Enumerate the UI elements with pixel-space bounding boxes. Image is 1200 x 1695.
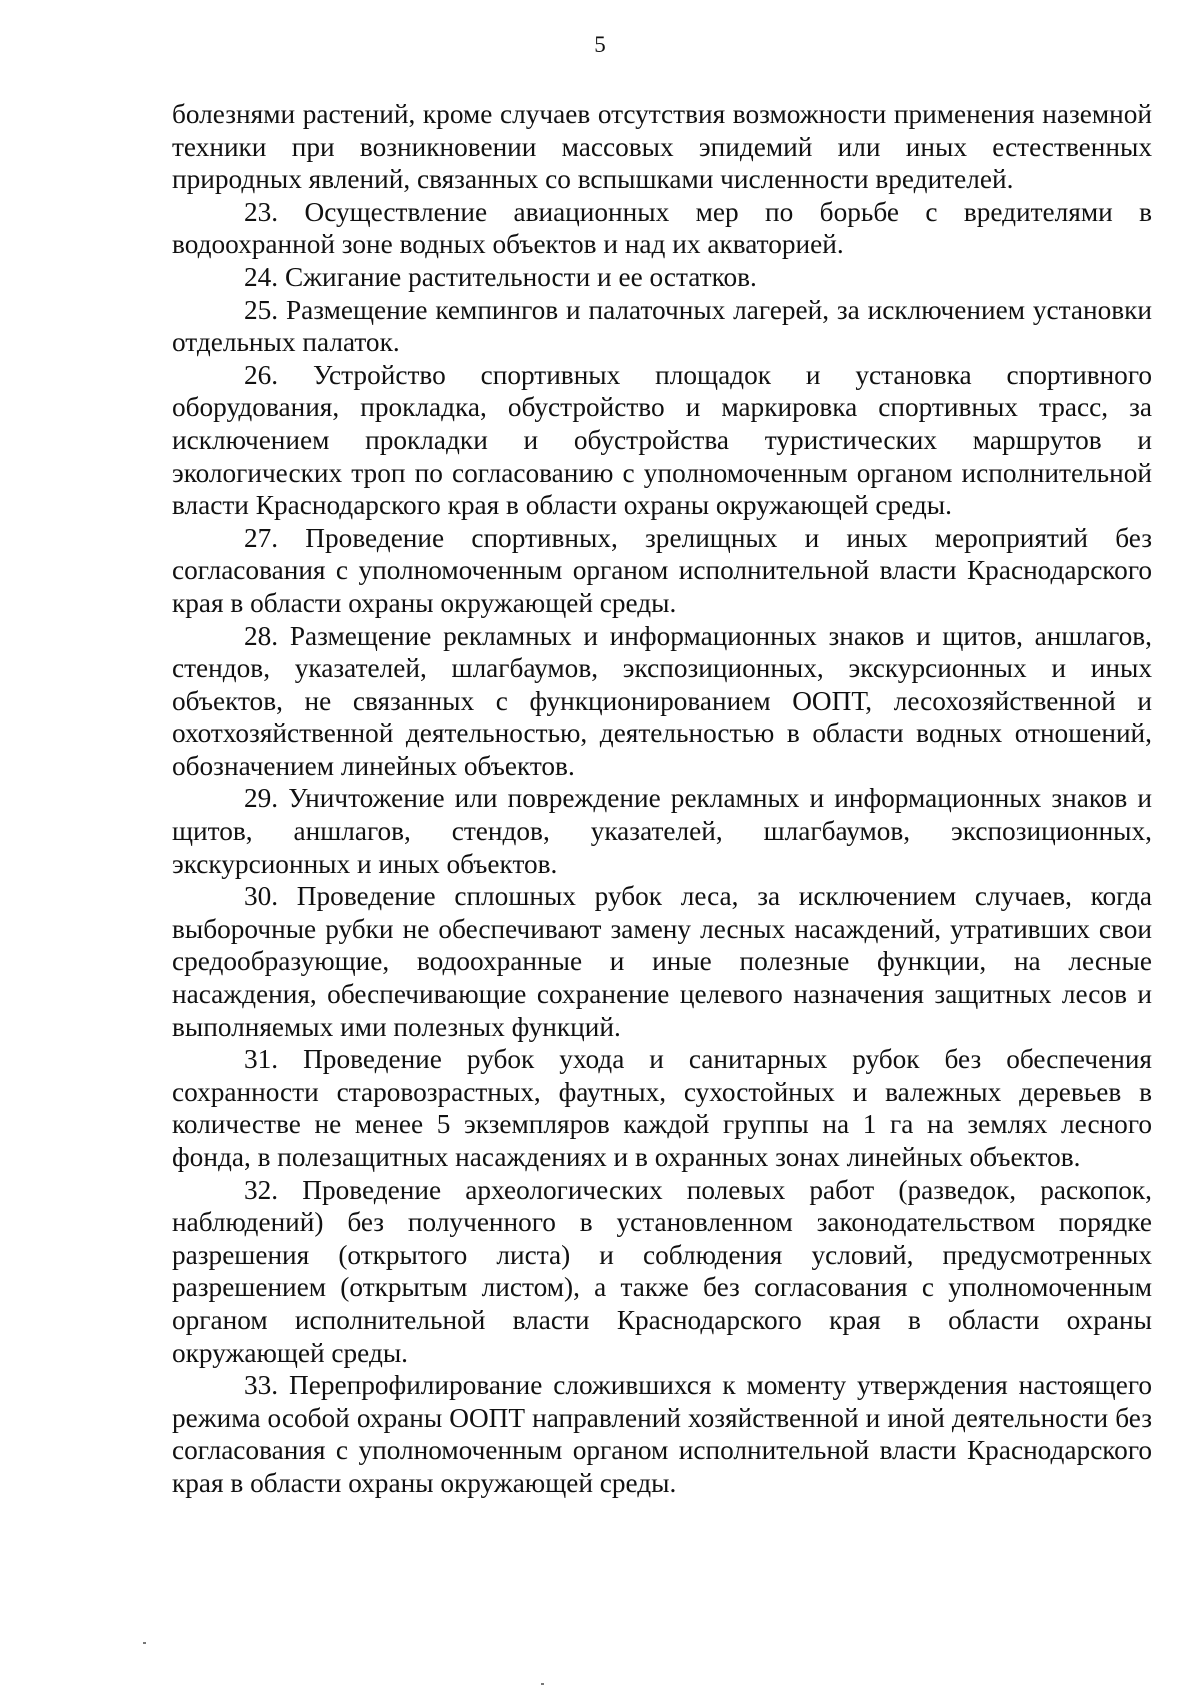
paragraph-item-31: 31. Проведение рубок ухода и санитарных рубок без обеспечения сохранности старовозрастных, фаутных, сухостойных и валежных деревьев в количестве не менее 5 экземпляров каждой группы на 1 га на землях лесного фонда, в полезащитных насаждениях и в охранных зонах линейных объектов.: [172, 1044, 1152, 1172]
paragraph-item-33: 33. Перепрофилирование сложившихся к моменту утверждения настоящего режима особой охраны ООПТ направлений хозяйственной и иной деятельности без согласования с уполномоченным органом исполнительной власти Краснодарского края в области охраны окружающей среды.: [172, 1370, 1152, 1498]
paragraph-item-30: 30. Проведение сплошных рубок леса, за исключением случаев, когда выборочные рубки не обеспечивают замену лесных насаждений, утративших свои средообразующие, водоохранные и иные полезные функции, на лесные насаждения, обеспечивающие сохранение целевого назначения защитных лесов и выполняемых ими полезных функций.: [172, 881, 1152, 1042]
page-number: 5: [594, 32, 606, 57]
paragraph-item-27: 27. Проведение спортивных, зрелищных и иных мероприятий без согласования с уполномоченным органом исполнительной власти Краснодарского края в области охраны окружающей среды.: [172, 522, 1152, 618]
paragraph-item-28: 28. Размещение рекламных и информационных знаков и щитов, аншлагов, стендов, указателей, шлагбаумов, экспозиционных, экскурсионных и иных объектов, не связанных с функционированием ООПТ, лесохозяйственной и охотхозяйственной деятельностью, деятельностью в области водных отношений, обозначением линейных объектов.: [172, 620, 1152, 781]
paragraph-item-29: 29. Уничтожение или повреждение рекламных и информационных знаков и щитов, аншлагов, стендов, указателей, шлагбаумов, экспозиционных, экскурсионных и иных объектов.: [172, 783, 1152, 879]
scan-speck: [143, 1642, 146, 1644]
paragraph-item-23: 23. Осуществление авиационных мер по борьбе с вредителями в водоохранной зоне водных объектов и над их акваторией.: [172, 196, 1152, 260]
document-body: [172, 98, 1152, 1500]
paragraph-item-24: 24. Сжигание растительности и ее остатков.: [244, 261, 757, 292]
paragraph-item-32: 32. Проведение археологических полевых работ (разведок, раскопок, наблюдений) без полученного в установленном законодательством порядке разрешения (открытого листа) и соблюдения условий, предусмотренных разрешением (открытым листом), а также без согласования с уполномоченным органом исполнительной власти Краснодарского края в области охраны окружающей среды.: [172, 1174, 1152, 1368]
scan-speck: [541, 1683, 544, 1685]
paragraph-continuation: болезнями растений, кроме случаев отсутствия возможности применения наземной техники при возникновении массовых эпидемий или иных естественных природных явлений, связанных со вспышками численности вредителей.: [172, 99, 1152, 195]
paragraph-item-26: 26. Устройство спортивных площадок и установка спортивного оборудования, прокладка, обустройство и маркировка спортивных трасс, за исключением прокладки и обустройства туристических маршрутов и экологических троп по согласованию с уполномоченным органом исполнительной власти Краснодарского края в области охраны окружающей среды.: [172, 359, 1152, 521]
paragraph-item-25: 25. Размещение кемпингов и палаточных лагерей, за исключением установки отдельных палаток.: [172, 294, 1152, 358]
